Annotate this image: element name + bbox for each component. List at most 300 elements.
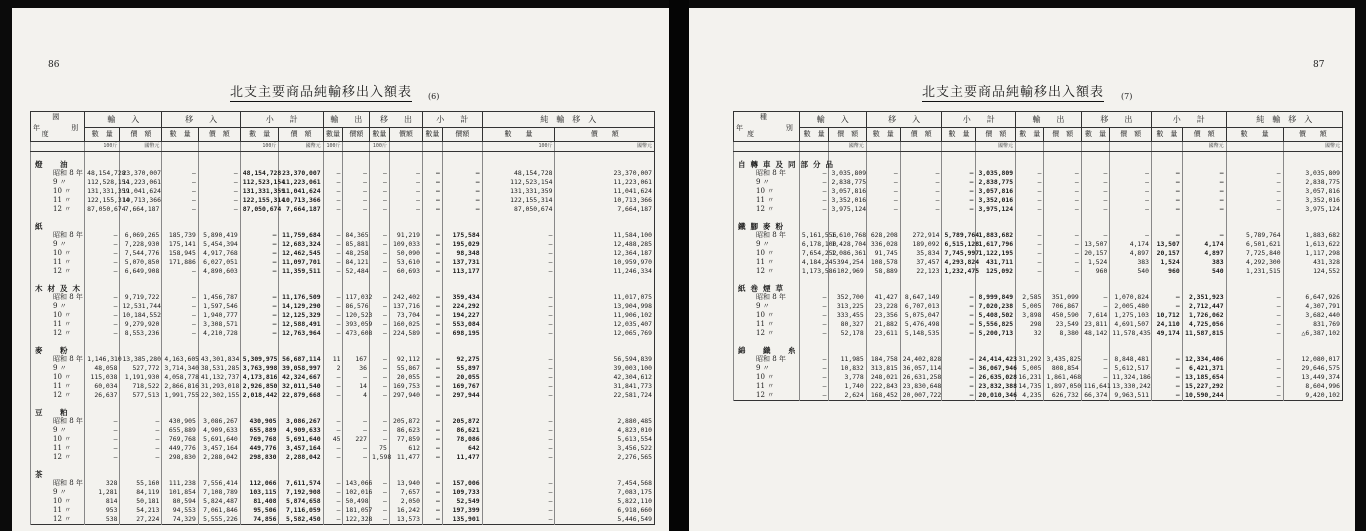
table-cell: 87,050,674 (482, 205, 555, 214)
table-cell: 642 (442, 444, 482, 453)
table-cell: 5,824,487 (198, 497, 240, 506)
table-cell: — (369, 391, 389, 400)
table-cell: 6,918,660 (555, 506, 655, 515)
table-cell: — (422, 231, 442, 240)
table-cell: 2,838,775 (976, 178, 1016, 187)
table-cell: 7,454,568 (555, 479, 655, 488)
table-cell: 394,254 (829, 258, 866, 267)
year-label: 10 〃 (734, 249, 800, 258)
column-subheader: 價 額 (829, 128, 866, 142)
table-cell: — (1226, 293, 1283, 302)
table-cell: — (1110, 178, 1152, 187)
year-label: 9 〃 (31, 426, 85, 435)
table-cell: — (442, 169, 482, 178)
table-cell: 86,623 (389, 426, 422, 435)
table-cell: 9,963,511 (1110, 391, 1152, 401)
category-name: 鐵腳麥粉 (734, 214, 800, 231)
table-cell: 2,050 (389, 497, 422, 506)
empty-cell (240, 400, 279, 417)
table-cell: — (85, 329, 120, 338)
empty-cell (1044, 276, 1081, 293)
table-cell: 7,614 (1081, 311, 1110, 320)
table-cell: — (323, 497, 343, 506)
table-cell: — (422, 249, 442, 258)
empty-cell (1015, 338, 1044, 355)
table-cell: — (85, 320, 120, 329)
table-row (31, 479, 655, 488)
table-cell: — (323, 249, 343, 258)
empty-cell (323, 338, 343, 355)
empty-cell (442, 276, 482, 293)
table-cell: 3,975,124 (829, 205, 866, 214)
table-cell: 13,449,374 (1283, 373, 1342, 382)
empty-cell (829, 214, 866, 231)
table-cell: 20,157 (1081, 249, 1110, 258)
table-cell: 205,872 (389, 417, 422, 426)
table-cell: — (369, 267, 389, 276)
unit-label (1044, 142, 1081, 152)
table-cell: — (799, 311, 829, 320)
table-cell: 23,356 (866, 311, 900, 320)
table-cell: — (240, 231, 279, 240)
category-name: 紙 (31, 214, 85, 231)
table-row (734, 311, 1343, 320)
table-cell: 169,767 (442, 382, 482, 391)
table-cell: 297,940 (389, 391, 422, 400)
table-cell: 185,739 (162, 231, 198, 240)
empty-cell (343, 338, 370, 355)
empty-cell (942, 214, 976, 231)
table-cell: — (422, 329, 442, 338)
table-cell: 2,351,923 (1182, 293, 1226, 302)
table-row (31, 293, 655, 302)
table-cell: 2,018,442 (240, 391, 279, 400)
table-cell: 48,154,728 (85, 169, 120, 178)
empty-cell (369, 338, 389, 355)
table-cell: 13,385,280 (120, 355, 162, 364)
unit-label (942, 142, 976, 152)
table-cell: 3,682,440 (1283, 311, 1342, 320)
table-cell: 80,594 (162, 497, 198, 506)
table-cell: — (482, 444, 555, 453)
table-cell: — (482, 320, 555, 329)
empty-cell (976, 276, 1016, 293)
table-cell: — (422, 320, 442, 329)
empty-cell (85, 276, 120, 293)
table-cell: — (482, 515, 555, 525)
table-cell: 1,117,298 (1283, 249, 1342, 258)
table-cell: 1,883,682 (1283, 231, 1342, 240)
table-cell: 7,664,187 (279, 205, 323, 214)
empty-cell (1283, 338, 1342, 355)
table-cell: 8,999,849 (976, 293, 1016, 302)
empty-cell (799, 276, 829, 293)
year-label: 12 〃 (31, 453, 85, 462)
table-cell: — (422, 382, 442, 391)
unit-label: 國幣元 (1283, 142, 1342, 152)
table-cell: 352,700 (829, 293, 866, 302)
empty-cell (1015, 276, 1044, 293)
table-cell: 10,713,366 (555, 196, 655, 205)
table-row (31, 488, 655, 497)
table-cell: — (323, 382, 343, 391)
empty-cell (389, 152, 422, 170)
table-cell: 3,778 (829, 373, 866, 382)
table-cell: 3,763,998 (240, 364, 279, 373)
table-cell: 87,050,674 (240, 205, 279, 214)
table-cell: 22,879,668 (279, 391, 323, 400)
table-cell: 77,859 (389, 435, 422, 444)
table-cell: 242,402 (389, 293, 422, 302)
table-cell: 11,223,061 (555, 178, 655, 187)
column-subheader: 價 額 (900, 128, 942, 142)
unit-label (734, 142, 800, 152)
table-cell: 393,059 (343, 320, 370, 329)
table-cell: 13,573 (389, 515, 422, 525)
table-cell: 143,066 (343, 479, 370, 488)
table-cell: 109,033 (389, 240, 422, 249)
table-cell: — (240, 267, 279, 276)
table-cell: — (162, 205, 198, 214)
table-cell: 137,716 (389, 302, 422, 311)
table-cell: 5,691,640 (279, 435, 323, 444)
empty-cell (323, 400, 343, 417)
table-cell: 41,132,737 (198, 373, 240, 382)
table-cell: — (900, 205, 942, 214)
table-cell: — (198, 196, 240, 205)
column-subheader: 數量 (422, 128, 442, 142)
table-cell: 328 (85, 479, 120, 488)
year-label: 11 〃 (31, 258, 85, 267)
table-cell: — (369, 293, 389, 302)
empty-cell (976, 338, 1016, 355)
table-cell: — (323, 426, 343, 435)
table-cell: — (482, 382, 555, 391)
table-cell: 5,454,394 (198, 240, 240, 249)
year-label: 9 〃 (31, 364, 85, 373)
table-cell: — (1182, 187, 1226, 196)
table-cell: 108,578 (866, 258, 900, 267)
table-cell: 20,157 (1151, 249, 1182, 258)
table-cell: 7,061,846 (198, 506, 240, 515)
table-cell: — (323, 169, 343, 178)
table-cell: — (422, 497, 442, 506)
table-cell: 160,025 (389, 320, 422, 329)
empty-cell (198, 400, 240, 417)
table-cell: — (323, 267, 343, 276)
table-title: 北支主要商品純輸移出入額表 (922, 81, 1104, 102)
table-row (31, 249, 655, 258)
column-subheader: 數量 (369, 128, 389, 142)
table-cell: 769,768 (162, 435, 198, 444)
table-row (31, 329, 655, 338)
table-cell: 8,380 (1044, 329, 1081, 338)
data-table (30, 111, 655, 525)
empty-cell (799, 338, 829, 355)
empty-cell (555, 276, 655, 293)
table-cell: 383 (1182, 258, 1226, 267)
table-cell: — (1151, 373, 1182, 382)
table-cell: 184,758 (866, 355, 900, 364)
table-cell: 135,901 (442, 515, 482, 525)
table-cell: — (900, 196, 942, 205)
table-cell: 2 (323, 364, 343, 373)
table-cell: 628,208 (866, 231, 900, 240)
table-cell: 194,227 (442, 311, 482, 320)
table-cell: — (369, 231, 389, 240)
table-cell: 7,654,252 (799, 249, 829, 258)
table-cell: 313,225 (829, 302, 866, 311)
table-cell: 11,578,435 (1110, 329, 1152, 338)
table-cell: — (323, 453, 343, 462)
table-cell: 12,488,285 (555, 240, 655, 249)
table-cell: 3,435,825 (1044, 355, 1081, 364)
table-cell: — (343, 196, 370, 205)
category-name: 綿 織 糸 (734, 338, 800, 355)
table-cell: 5,691,640 (198, 435, 240, 444)
table-cell: 10,959,970 (555, 258, 655, 267)
table-cell: 86,576 (343, 302, 370, 311)
table-cell: 12,462,545 (279, 249, 323, 258)
table-cell: — (442, 196, 482, 205)
table-cell: — (866, 178, 900, 187)
unit-label (1226, 142, 1283, 152)
empty-cell (240, 276, 279, 293)
table-cell: — (198, 205, 240, 214)
year-label: 10 〃 (734, 373, 800, 382)
table-cell: 22,123 (900, 267, 942, 276)
empty-cell (162, 152, 198, 170)
table-cell: — (1182, 178, 1226, 187)
table-cell: — (120, 426, 162, 435)
table-cell: — (1110, 205, 1152, 214)
table-cell: 74,329 (162, 515, 198, 525)
table-cell: — (343, 205, 370, 214)
table-cell: — (369, 479, 389, 488)
table-cell: — (422, 205, 442, 214)
column-group-header: 移 出 (369, 112, 422, 128)
table-cell: 102,969 (829, 267, 866, 276)
table-row (734, 249, 1343, 258)
table-cell: 12,683,324 (279, 240, 323, 249)
table-cell: — (1151, 205, 1182, 214)
table-cell: 769,768 (240, 435, 279, 444)
table-cell: 78,086 (442, 435, 482, 444)
table-cell: 5,476,498 (900, 320, 942, 329)
table-cell: — (343, 187, 370, 196)
table-cell: 1,275,103 (1110, 311, 1152, 320)
table-cell: 8,604,996 (1283, 382, 1342, 391)
column-subheader: 價 額 (279, 128, 323, 142)
table-cell: — (1015, 258, 1044, 267)
table-cell: — (482, 453, 555, 462)
table-cell: 66,374 (1081, 391, 1110, 401)
table-row (31, 417, 655, 426)
empty-cell (866, 338, 900, 355)
table-cell: 1,597,546 (198, 302, 240, 311)
empty-cell (389, 400, 422, 417)
unit-label (343, 142, 370, 152)
unit-label: 國幣元 (555, 142, 655, 152)
table-cell: 37,457 (900, 258, 942, 267)
empty-cell (279, 152, 323, 170)
table-cell: 248,021 (866, 373, 900, 382)
table-row (31, 187, 655, 196)
category-name: 紙巻煙草 (734, 276, 800, 293)
column-subheader: 價 額 (1283, 128, 1342, 142)
table-row (734, 267, 1343, 276)
empty-cell (866, 214, 900, 231)
empty-cell (1182, 214, 1226, 231)
table-cell: — (369, 320, 389, 329)
empty-cell (799, 214, 829, 231)
table-cell: 450,590 (1044, 311, 1081, 320)
table-cell: 117,032 (343, 293, 370, 302)
table-cell: — (799, 196, 829, 205)
table-cell: — (120, 444, 162, 453)
table-cell: 2,712,447 (1182, 302, 1226, 311)
table-cell: 1,726,062 (1182, 311, 1226, 320)
year-label: 9 〃 (734, 364, 800, 373)
empty-cell (1226, 152, 1283, 170)
table-cell: — (799, 205, 829, 214)
empty-cell (555, 152, 655, 170)
table-cell: — (1151, 391, 1182, 401)
unit-label: 國幣元 (1182, 142, 1226, 152)
table-cell: 23,811 (1081, 320, 1110, 329)
column-subheader: 數 量 (240, 128, 279, 142)
table-cell: — (343, 417, 370, 426)
column-subheader: 價額 (442, 128, 482, 142)
table-cell: — (389, 205, 422, 214)
table-cell: — (85, 293, 120, 302)
table-cell: 4,174 (1182, 240, 1226, 249)
empty-cell (829, 338, 866, 355)
table-cell: 11,324,186 (1110, 373, 1152, 382)
column-subheader: 數 量 (799, 128, 829, 142)
table-cell: 3,086,267 (198, 417, 240, 426)
year-label: 昭和 8 年 (31, 355, 85, 364)
table-cell: 698,195 (442, 329, 482, 338)
table-cell: — (1110, 169, 1152, 178)
table-cell: — (198, 169, 240, 178)
table-cell: 7,664,187 (120, 205, 162, 214)
table-cell: — (1226, 302, 1283, 311)
year-label: 12 〃 (31, 515, 85, 525)
table-cell: 431,711 (976, 258, 1016, 267)
table-cell: — (1226, 373, 1283, 382)
table-cell: — (1151, 364, 1182, 373)
table-cell: — (1081, 205, 1110, 214)
table-cell: 5,789,764 (1226, 231, 1283, 240)
table-cell: 48,142 (1081, 329, 1110, 338)
table-cell: 20,007,722 (900, 391, 942, 401)
column-subheader: 價 額 (555, 128, 655, 142)
table-cell: 5,200,713 (976, 329, 1016, 338)
table-cell: 31,293,018 (198, 382, 240, 391)
table-cell: — (343, 169, 370, 178)
table-cell: 4,823,010 (555, 426, 655, 435)
empty-cell (1044, 214, 1081, 231)
empty-cell (85, 214, 120, 231)
empty-cell (323, 214, 343, 231)
unit-label: 100斤 (482, 142, 555, 152)
year-label: 昭和 8 年 (734, 169, 800, 178)
table-cell: 109,733 (442, 488, 482, 497)
table-cell: — (1081, 231, 1110, 240)
table-cell: — (369, 240, 389, 249)
table-cell: — (942, 382, 976, 391)
table-cell: — (85, 426, 120, 435)
table-cell: — (369, 258, 389, 267)
table-cell: 23,370,007 (120, 169, 162, 178)
table-cell: 8,647,149 (900, 293, 942, 302)
table-cell: — (1182, 205, 1226, 214)
table-cell: — (323, 293, 343, 302)
table-cell: 4,293,824 (942, 258, 976, 267)
unit-label: 100斤 (85, 142, 120, 152)
table-cell: 26,635,028 (976, 373, 1016, 382)
empty-cell (942, 338, 976, 355)
table-cell: 32 (1015, 329, 1044, 338)
table-row (31, 444, 655, 453)
table-cell: 3,352,016 (1283, 196, 1342, 205)
table-cell: 157,006 (442, 479, 482, 488)
table-cell: — (942, 169, 976, 178)
empty-cell (1081, 214, 1110, 231)
table-cell: 11,584,100 (555, 231, 655, 240)
table-cell: 95,506 (240, 506, 279, 515)
table-cell: 1,524 (1081, 258, 1110, 267)
table-cell: — (369, 417, 389, 426)
empty-cell (555, 400, 655, 417)
table-cell: 1,940,777 (198, 311, 240, 320)
corner-year: 年 (736, 124, 743, 132)
table-cell: 960 (1081, 267, 1110, 276)
table-cell: 1,740 (829, 382, 866, 391)
table-cell: 12,080,017 (1283, 355, 1342, 364)
empty-cell (482, 400, 555, 417)
table-cell: — (120, 417, 162, 426)
table-cell: 36,067,946 (976, 364, 1016, 373)
table-cell: 1,617,796 (976, 240, 1016, 249)
table-cell: — (162, 169, 198, 178)
table-cell: 137,731 (442, 258, 482, 267)
table-cell: 449,776 (240, 444, 279, 453)
table-cell: 1,173,586 (799, 267, 829, 276)
table-cell: 11,477 (389, 453, 422, 462)
table-cell: 11,759,684 (279, 231, 323, 240)
table-cell: 56,594,839 (555, 355, 655, 364)
empty-cell (120, 338, 162, 355)
table-cell: — (198, 187, 240, 196)
table-cell: 298,830 (162, 453, 198, 462)
table-cell: 112,523,154 (482, 178, 555, 187)
table-cell: — (369, 515, 389, 525)
table-row (734, 196, 1343, 205)
empty-cell (1081, 152, 1110, 170)
table-cell: — (1015, 169, 1044, 178)
table-row (734, 293, 1343, 302)
table-cell: — (1081, 169, 1110, 178)
table-cell: — (422, 488, 442, 497)
left-page (12, 8, 669, 531)
table-cell: 103,115 (240, 488, 279, 497)
table-cell: 1,232,475 (942, 267, 976, 276)
table-cell: 112,066 (240, 479, 279, 488)
table-cell: 6,069,265 (120, 231, 162, 240)
column-group-header: 移 入 (162, 112, 240, 128)
